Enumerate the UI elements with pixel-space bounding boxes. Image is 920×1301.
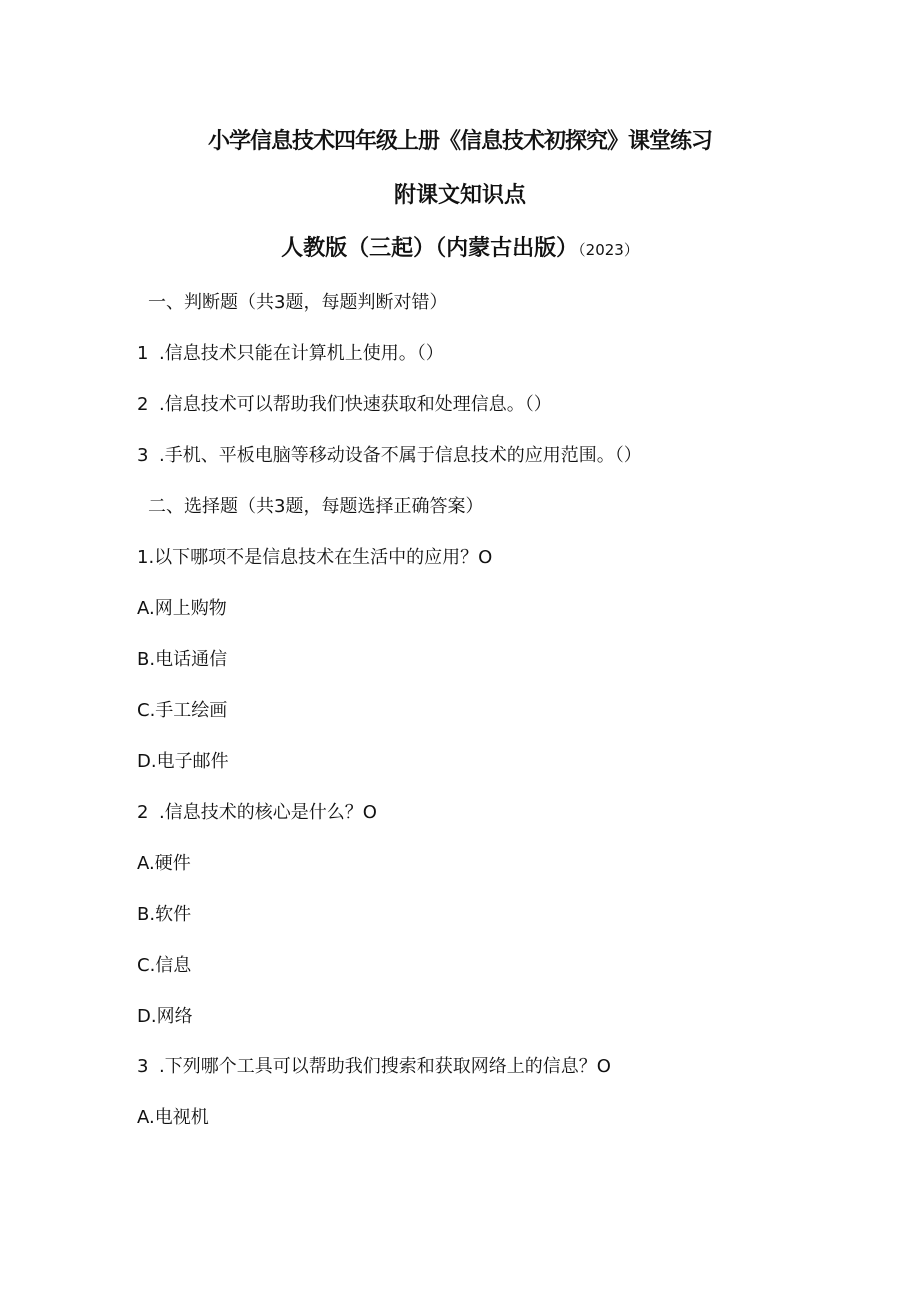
option-item: A.硬件 — [137, 853, 191, 874]
option-item: B.软件 — [137, 904, 192, 925]
question-2 — [137, 804, 377, 822]
question-text: .下列哪个工具可以帮助我们搜索和获取网络上的信息？O — [159, 1056, 611, 1077]
question-number: 3 — [137, 1056, 149, 1077]
item-number: 3 — [137, 445, 149, 466]
question-3 — [137, 1058, 611, 1076]
question-number: 2 — [137, 802, 149, 823]
edition-text: 人教版（三起）（内蒙古出版） — [281, 236, 579, 261]
option-item: D.电子邮件 — [137, 751, 229, 772]
option-item: D.网络 — [137, 1006, 193, 1027]
question-1: 1.以下哪项不是信息技术在生活中的应用？O — [137, 547, 493, 568]
document-edition — [0, 238, 920, 260]
document-subtitle: 附课文知识点 — [393, 183, 526, 208]
question-text: .信息技术的核心是什么？O — [159, 802, 377, 823]
judgement-item-2 — [137, 396, 552, 414]
document-title: 小学信息技术四年级上册《信息技术初探究》课堂练习 — [207, 129, 712, 154]
option-item: B.电话通信 — [137, 649, 228, 670]
edition-year: （2023） — [578, 241, 639, 259]
item-text: .信息技术只能在计算机上使用。（） — [159, 343, 444, 364]
option-item: C.手工绘画 — [137, 700, 228, 721]
item-text: .手机、平板电脑等移动设备不属于信息技术的应用范围。（） — [159, 445, 642, 466]
option-item: A.电视机 — [137, 1107, 209, 1128]
item-number: 1 — [137, 343, 149, 364]
section-heading-judgement: 一、判断题（共3题，每题判断对错） — [148, 292, 448, 313]
item-number: 2 — [137, 394, 149, 415]
item-text: .信息技术可以帮助我们快速获取和处理信息。（） — [159, 394, 552, 415]
option-item: C.信息 — [137, 955, 192, 976]
section-heading-choice: 二、选择题（共3题，每题选择正确答案） — [148, 496, 484, 517]
judgement-item-1 — [137, 345, 444, 363]
judgement-item-3 — [137, 447, 642, 465]
option-item: A.网上购物 — [137, 598, 227, 619]
